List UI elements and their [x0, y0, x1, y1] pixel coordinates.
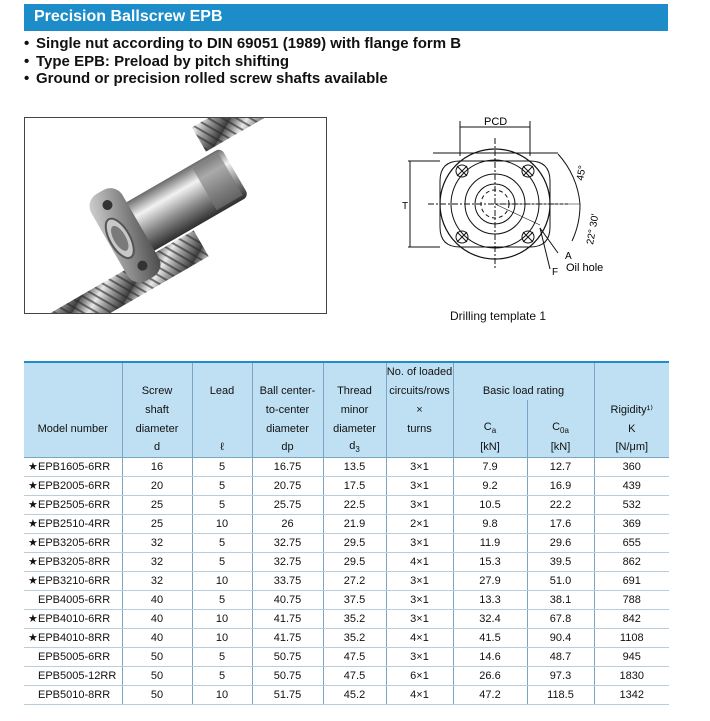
cell-d: 32	[122, 552, 192, 571]
header-cell	[527, 419, 594, 438]
cell-dp: 50.75	[252, 647, 323, 666]
header-cell: Ball center-	[252, 381, 323, 400]
cell-k: 788	[594, 590, 669, 609]
model-cell	[24, 514, 122, 533]
cell-c0a: 67.8	[527, 609, 594, 628]
cell-lead: 10	[192, 628, 252, 647]
header-cell	[453, 419, 527, 438]
a-label: A	[565, 251, 572, 262]
cell-turns: 6×1	[386, 666, 453, 685]
model-cell	[24, 609, 122, 628]
cell-lead: 10	[192, 514, 252, 533]
model-number: EPB2510-4RR	[38, 518, 111, 530]
cell-c0a: 16.9	[527, 476, 594, 495]
cell-c0a: 48.7	[527, 647, 594, 666]
title-bar	[24, 4, 668, 31]
table-row	[24, 590, 669, 609]
table-body	[24, 457, 669, 704]
header-cell	[122, 362, 192, 381]
header-cell	[252, 362, 323, 381]
header-cell: to-center	[252, 400, 323, 419]
cell-ca: 14.6	[453, 647, 527, 666]
cell-ca: 9.8	[453, 514, 527, 533]
header-cell	[192, 362, 252, 381]
header-cell	[453, 400, 527, 419]
model-cell	[24, 552, 122, 571]
model-number: EPB3210-6RR	[38, 575, 111, 587]
header-cell: ×	[386, 400, 453, 419]
ca-subscript: a	[491, 426, 497, 436]
cell-lead: 10	[192, 571, 252, 590]
cell-lead: 5	[192, 495, 252, 514]
cell-dp: 41.75	[252, 628, 323, 647]
header-cell: Rigidity¹⁾	[594, 400, 669, 419]
model-cell	[24, 590, 122, 609]
cell-k: 532	[594, 495, 669, 514]
cell-k: 1830	[594, 666, 669, 685]
cell-c0a: 17.6	[527, 514, 594, 533]
header-cell: Model number	[24, 419, 122, 438]
product-photo	[24, 117, 327, 314]
cell-dp: 50.75	[252, 666, 323, 685]
table-row	[24, 514, 669, 533]
cell-turns: 3×1	[386, 533, 453, 552]
cell-c0a: 51.0	[527, 571, 594, 590]
angle-45-label: 45°	[575, 164, 589, 182]
model-number: EPB2505-6RR	[38, 499, 111, 511]
cell-lead: 5	[192, 533, 252, 552]
cell-turns: 4×1	[386, 552, 453, 571]
bullet-icon: •	[24, 35, 30, 52]
cell-k: 1108	[594, 628, 669, 647]
table-header-row	[24, 381, 669, 400]
cell-k: 369	[594, 514, 669, 533]
table-row	[24, 628, 669, 647]
cell-c0a: 39.5	[527, 552, 594, 571]
cell-turns: 3×1	[386, 609, 453, 628]
cell-turns: 2×1	[386, 514, 453, 533]
header-cell	[24, 400, 122, 419]
oil-hole-label: Oil hole	[566, 262, 604, 274]
cell-c0a: 12.7	[527, 457, 594, 476]
star-icon: ★	[28, 461, 38, 473]
model-cell	[24, 685, 122, 704]
pcd-label: PCD	[484, 116, 508, 128]
table-row	[24, 495, 669, 514]
table-header-row	[24, 400, 669, 419]
cell-turns: 3×1	[386, 476, 453, 495]
cell-dp: 32.75	[252, 533, 323, 552]
cell-ca: 10.5	[453, 495, 527, 514]
cell-k: 945	[594, 647, 669, 666]
cell-c0a: 22.2	[527, 495, 594, 514]
model-cell	[24, 647, 122, 666]
cell-d: 25	[122, 514, 192, 533]
table-row	[24, 647, 669, 666]
model-number: EPB5005-12RR	[38, 669, 117, 682]
cell-k: 439	[594, 476, 669, 495]
header-cell: turns	[386, 419, 453, 438]
cell-lead: 5	[192, 457, 252, 476]
table-header-row	[24, 419, 669, 438]
cell-d3: 37.5	[323, 590, 386, 609]
feature-item	[24, 35, 461, 53]
cell-c0a: 118.5	[527, 685, 594, 704]
model-number: EPB4010-6RR	[38, 613, 111, 625]
cell-d3: 27.2	[323, 571, 386, 590]
cell-d: 16	[122, 457, 192, 476]
table-row	[24, 685, 669, 704]
ballscrew-image	[25, 118, 327, 314]
cell-d3: 22.5	[323, 495, 386, 514]
model-number: EPB3205-8RR	[38, 556, 111, 568]
cell-ca: 7.9	[453, 457, 527, 476]
cell-ca: 11.9	[453, 533, 527, 552]
model-cell	[24, 628, 122, 647]
table-row	[24, 476, 669, 495]
header-cell: Basic load rating	[453, 381, 594, 400]
model-cell	[24, 666, 122, 685]
model-number: EPB3205-6RR	[38, 537, 111, 549]
c0a-subscript: 0a	[560, 426, 569, 436]
cell-turns: 3×1	[386, 647, 453, 666]
cell-k: 691	[594, 571, 669, 590]
cell-k: 1342	[594, 685, 669, 704]
cell-ca: 9.2	[453, 476, 527, 495]
cell-k: 862	[594, 552, 669, 571]
table-row	[24, 552, 669, 571]
model-number: EPB5010-8RR	[38, 688, 111, 701]
model-number: EPB4010-8RR	[38, 632, 111, 644]
model-cell	[24, 571, 122, 590]
table-row	[24, 609, 669, 628]
spec-table	[24, 361, 669, 705]
star-icon: ★	[28, 480, 38, 492]
cell-turns: 3×1	[386, 571, 453, 590]
t-label: T	[402, 201, 409, 212]
bullet-icon: •	[24, 70, 30, 87]
cell-turns: 4×1	[386, 685, 453, 704]
star-icon: ★	[28, 575, 38, 587]
cell-turns: 3×1	[386, 457, 453, 476]
cell-d: 32	[122, 533, 192, 552]
header-cell	[527, 400, 594, 419]
cell-dp: 51.75	[252, 685, 323, 704]
cell-dp: 33.75	[252, 571, 323, 590]
cell-dp: 40.75	[252, 590, 323, 609]
cell-ca: 13.3	[453, 590, 527, 609]
feature-text: Single nut according to DIN 69051 (1989) with flange form B	[36, 35, 462, 52]
ca-symbol: C	[483, 421, 492, 434]
cell-d: 32	[122, 571, 192, 590]
cell-d3: 13.5	[323, 457, 386, 476]
cell-k: 655	[594, 533, 669, 552]
cell-c0a: 90.4	[527, 628, 594, 647]
header-cell: shaft	[122, 400, 192, 419]
cell-k: 842	[594, 609, 669, 628]
cell-d: 20	[122, 476, 192, 495]
header-cell	[386, 438, 453, 457]
header-cell: No. of loaded	[386, 362, 453, 381]
cell-d3: 35.2	[323, 628, 386, 647]
header-cell: [N/μm]	[594, 438, 669, 457]
cell-d: 50	[122, 647, 192, 666]
star-icon: ★	[28, 518, 38, 530]
header-cell: Thread	[323, 381, 386, 400]
c0a-symbol: C	[552, 421, 561, 434]
cell-d3: 29.5	[323, 552, 386, 571]
header-cell	[192, 419, 252, 438]
drilling-template-drawing	[400, 113, 640, 283]
cell-ca: 15.3	[453, 552, 527, 571]
cell-d3: 21.9	[323, 514, 386, 533]
cell-d3: 35.2	[323, 609, 386, 628]
cell-d: 40	[122, 609, 192, 628]
feature-item	[24, 70, 461, 88]
header-cell: [kN]	[527, 438, 594, 457]
table-header-row	[24, 362, 669, 381]
d3-symbol: d	[349, 440, 356, 453]
star-icon: ★	[28, 613, 38, 625]
header-cell: circuits/rows	[386, 381, 453, 400]
table-row	[24, 457, 669, 476]
star-icon: ★	[28, 556, 38, 568]
cell-d: 40	[122, 628, 192, 647]
cell-d: 40	[122, 590, 192, 609]
header-cell: Lead	[192, 381, 252, 400]
cell-turns: 4×1	[386, 628, 453, 647]
header-cell	[453, 362, 594, 381]
drilling-caption: Drilling template 1	[450, 309, 547, 323]
cell-ca: 41.5	[453, 628, 527, 647]
header-cell	[594, 362, 669, 381]
cell-lead: 5	[192, 552, 252, 571]
header-cell: minor	[323, 400, 386, 419]
model-cell	[24, 495, 122, 514]
model-number: EPB2005-6RR	[38, 480, 111, 492]
header-cell: diameter	[323, 419, 386, 438]
header-cell	[192, 400, 252, 419]
cell-ca: 32.4	[453, 609, 527, 628]
model-cell	[24, 476, 122, 495]
star-icon: ★	[28, 499, 38, 511]
header-cell	[24, 381, 122, 400]
cell-dp: 25.75	[252, 495, 323, 514]
page-title: Precision Ballscrew EPB	[34, 8, 223, 25]
cell-dp: 41.75	[252, 609, 323, 628]
header-cell: ℓ	[192, 438, 252, 457]
header-cell	[323, 438, 386, 457]
cell-d: 50	[122, 685, 192, 704]
header-cell	[24, 362, 122, 381]
cell-d3: 47.5	[323, 666, 386, 685]
star-icon: ★	[28, 537, 38, 549]
cell-lead: 5	[192, 590, 252, 609]
cell-ca: 27.9	[453, 571, 527, 590]
cell-d: 50	[122, 666, 192, 685]
cell-turns: 3×1	[386, 495, 453, 514]
f-label: F	[552, 267, 559, 278]
header-cell: K	[594, 419, 669, 438]
cell-dp: 26	[252, 514, 323, 533]
cell-k: 360	[594, 457, 669, 476]
feature-item	[24, 53, 461, 71]
header-cell: [kN]	[453, 438, 527, 457]
header-cell: Screw	[122, 381, 192, 400]
d3-subscript: 3	[355, 445, 360, 455]
header-cell: dp	[252, 438, 323, 457]
cell-turns: 3×1	[386, 590, 453, 609]
cell-lead: 10	[192, 685, 252, 704]
cell-lead: 5	[192, 476, 252, 495]
header-cell: diameter	[252, 419, 323, 438]
header-cell	[594, 381, 669, 400]
model-number: EPB4005-6RR	[38, 593, 111, 606]
feature-text: Type EPB: Preload by pitch shifting	[36, 52, 290, 70]
cell-lead: 5	[192, 666, 252, 685]
model-number: EPB5005-6RR	[38, 650, 111, 663]
cell-c0a: 97.3	[527, 666, 594, 685]
model-cell	[24, 457, 122, 476]
table-row	[24, 666, 669, 685]
cell-dp: 16.75	[252, 457, 323, 476]
header-cell	[323, 362, 386, 381]
header-cell	[24, 438, 122, 457]
cell-d3: 29.5	[323, 533, 386, 552]
header-cell: diameter	[122, 419, 192, 438]
table-row	[24, 533, 669, 552]
cell-d3: 45.2	[323, 685, 386, 704]
cell-d3: 47.5	[323, 647, 386, 666]
cell-dp: 20.75	[252, 476, 323, 495]
bullet-icon: •	[24, 52, 30, 70]
cell-ca: 26.6	[453, 666, 527, 685]
table-header-row	[24, 438, 669, 457]
cell-c0a: 29.6	[527, 533, 594, 552]
header-cell: d	[122, 438, 192, 457]
cell-lead: 5	[192, 647, 252, 666]
cell-lead: 10	[192, 609, 252, 628]
cell-d: 25	[122, 495, 192, 514]
cell-dp: 32.75	[252, 552, 323, 571]
angle-22-label: 22° 30'	[585, 213, 602, 246]
cell-c0a: 38.1	[527, 590, 594, 609]
feature-text: Ground or precision rolled screw shafts available	[36, 70, 388, 87]
table-row	[24, 571, 669, 590]
cell-d3: 17.5	[323, 476, 386, 495]
feature-list	[24, 35, 461, 88]
cell-ca: 47.2	[453, 685, 527, 704]
model-cell	[24, 533, 122, 552]
model-number: EPB1605-6RR	[38, 461, 111, 473]
star-icon: ★	[28, 632, 38, 644]
